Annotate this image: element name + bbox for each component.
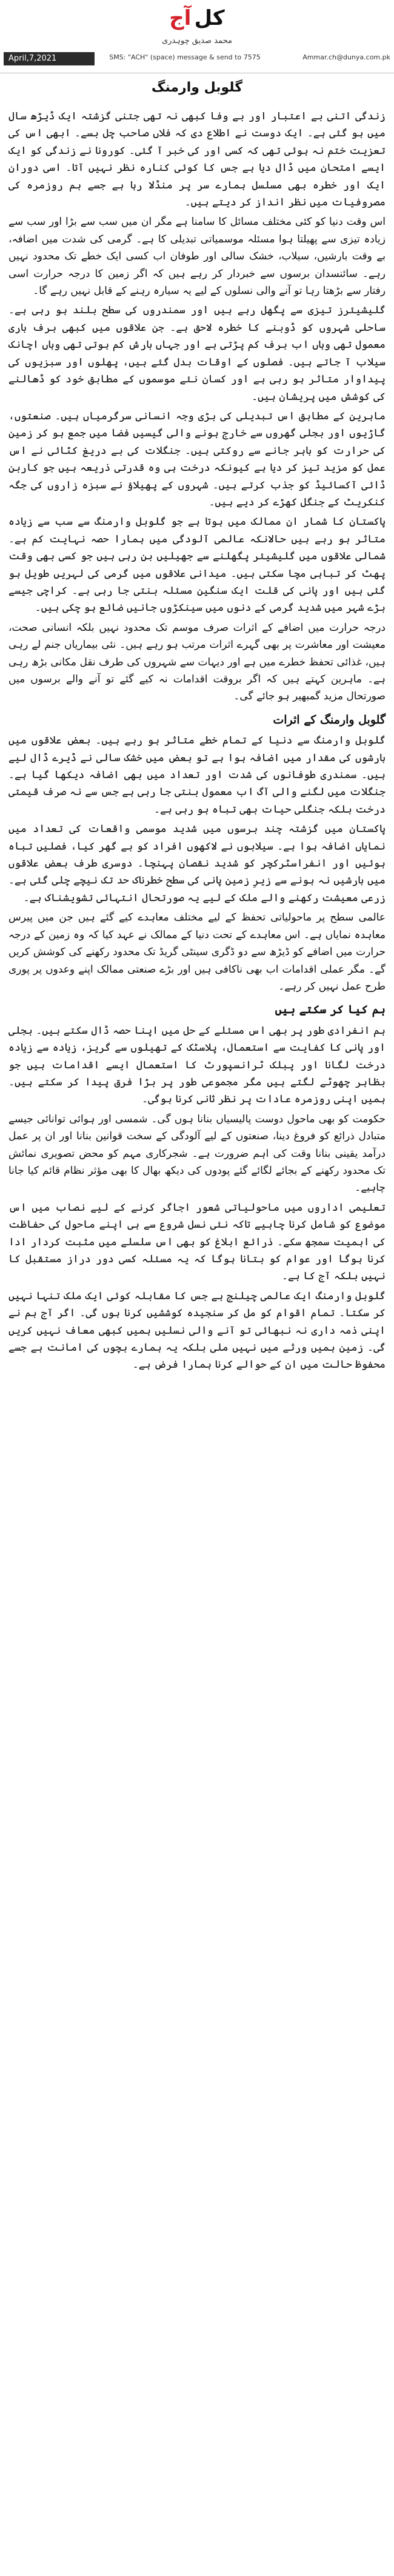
- column-header: [0, 0, 394, 73]
- article-title: گلوبل وارمنگ: [151, 80, 243, 95]
- paragraph: گلوبل وارمنگ سے دنیا کے تمام خطے متاثر ہو رہے ہیں۔ بعض علاقوں میں بارشوں کی مقدار میں اضافہ ہوا ہے تو بعض میں خشک سالی نے ڈیرے ڈال لیے ہیں۔ سمندری طوفانوں کی شدت اور تعداد میں بھی اضافہ دیکھا گیا ہے۔ جنگلات میں لگنے والی آگ اب معمول بنتی جا رہی ہے جس سے نہ صرف قیمتی درخت بلکہ جنگلی حیات بھی تباہ ہو رہی ہے۔: [8, 734, 386, 816]
- logo-text-accent: آج: [169, 6, 192, 30]
- author-email: Ammar.ch@dunya.com.pk: [302, 53, 390, 61]
- section-heading: ہم کیا کر سکتے ہیں: [275, 1003, 386, 1017]
- paragraph: گلیشیئرز تیزی سے پگھل رہے ہیں اور سمندروں کی سطح بلند ہو رہی ہے۔ ساحلی شہروں کو ڈوبنے کا خطرہ لاحق ہے۔ جن علاقوں میں کبھی برف باری معمول تھی وہاں اب برف کم پڑتی ہے اور جہاں بارش کم ہوتی تھی وہاں اچانک سیلاب آ جاتے ہیں۔ فصلوں کے اوقات بدل گئے ہیں، پھلوں اور سبزیوں کی پیداوار متاثر ہو رہی ہے اور کسان نئے موسموں کے مطابق خود کو ڈھالنے کی کوشش میں پریشان ہیں۔: [8, 304, 386, 403]
- paragraph: ماہرین کے مطابق اس تبدیلی کی بڑی وجہ انسانی سرگرمیاں ہیں۔ صنعتوں، گاڑیوں اور بجلی گھروں سے خارج ہونے والی گیسیں فضا میں جمع ہو کر زمین کی حرارت کو باہر جانے سے روکتی ہیں۔ جنگلات کی بے دریغ کٹائی نے اس عمل کو مزید تیز کر دیا ہے کیونکہ درخت ہی وہ قدرتی ذریعہ ہیں جو کاربن ڈائی آکسائیڈ کو جذب کرتے ہیں۔ شہروں کے پھیلاؤ نے سبزہ زاروں کی جگہ کنکریٹ کے جنگل کھڑے کر دیے ہیں۔: [8, 410, 386, 508]
- sms-instructions: SMS: "ACH" (space) message & send to 7575: [109, 53, 261, 61]
- section-heading: گلوبل وارمنگ کے اثرات: [273, 713, 386, 727]
- paragraph: پاکستان کا شمار ان ممالک میں ہوتا ہے جو گلوبل وارمنگ سے سب سے زیادہ متاثر ہو رہے ہیں حالانکہ عالمی آلودگی میں ہمارا حصہ نہایت کم ہے۔ شمالی علاقوں میں گلیشیئر پگھلنے سے جھیلیں بن رہی ہیں جو کسی بھی وقت پھٹ کر تباہی مچا سکتی ہیں۔ میدانی علاقوں میں گرمی کی لہریں طویل ہو گئی ہیں اور پانی کی قلت ایک سنگین مسئلہ بنتی جا رہی ہے۔ کراچی جیسے بڑے شہر میں شدید گرمی کے دنوں میں سینکڑوں جانیں ضائع ہو چکی ہیں۔: [8, 516, 386, 614]
- paragraph: زندگی اتنی بے اعتبار اور بے وفا کبھی نہ تھی جتنی گزشتہ ایک ڈیڑھ سال میں ہو گئی ہے۔ ایک دوست نے اطلاع دی کہ فلاں صاحب چل بسے۔ ابھی اس کی تعزیت ختم نہ ہوئی تھی کہ کسی اور کی خبر آ گئی۔ کورونا نے زندگی کو ایک ایسے امتحان میں ڈال دیا ہے جس کا کوئی کنارہ نظر نہیں آتا۔ اسی دوران ایک اور خطرہ بھی مسلسل ہمارے سر پر منڈلا رہا ہے جسے ہم روزمرہ کی مصروفیات میں نظر انداز کر دیتے ہیں۔: [8, 110, 386, 209]
- paragraph: اس وقت دنیا کو کئی مختلف مسائل کا سامنا ہے مگر ان میں سب سے بڑا اور سب سے زیادہ تیزی سے پھیلتا ہوا مسئلہ موسمیاتی تبدیلی کا ہے۔ گرمی کی شدت میں اضافہ، بے وقت بارشیں، سیلاب، خشک سالی اور طوفان اب کسی ایک خطے تک محدود نہیں رہے۔ سائنسدان برسوں سے خبردار کر رہے ہیں کہ اگر زمین کا درجہ حرارت اسی رفتار سے بڑھتا رہا تو آنے والی نسلوں کے لیے یہ سیارہ رہنے کے قابل نہیں رہے گا۔: [8, 216, 386, 298]
- paragraph: درجہ حرارت میں اضافے کے اثرات صرف موسم تک محدود نہیں بلکہ انسانی صحت، معیشت اور معاشرت پر بھی گہرے اثرات مرتب ہو رہے ہیں۔ نئی بیماریاں جنم لے رہی ہیں، غذائی تحفظ خطرے میں ہے اور دیہات سے شہروں کی طرف نقل مکانی بڑھ رہی ہے۔ ماہرین کہتے ہیں کہ اگر بروقت اقدامات نہ کیے گئے تو آنے والے برسوں میں صورتحال مزید گمبھیر ہو جائے گی۔: [8, 621, 386, 703]
- paragraph: حکومت کو بھی ماحول دوست پالیسیاں بنانا ہوں گی۔ شمسی اور ہوائی توانائی جیسے متبادل ذرائع کو فروغ دینا، صنعتوں کے لیے آلودگی کے سخت قوانین بنانا اور ان پر عمل درآمد یقینی بنانا وقت کی اہم ضرورت ہے۔ شجرکاری مہم کو محض تصویری نمائش تک محدود رکھنے کے بجائے لگائے گئے پودوں کی دیکھ بھال کا بھی مؤثر نظام قائم کیا جانا چاہیے۔: [8, 1113, 386, 1194]
- paragraph: ہم انفرادی طور پر بھی اس مسئلے کے حل میں اپنا حصہ ڈال سکتے ہیں۔ بجلی اور پانی کا کفایت سے استعمال، پلاسٹک کے تھیلوں سے گریز، زیادہ سے زیادہ درخت لگانا اور پبلک ٹرانسپورٹ کا استعمال ایسے اقدامات ہیں جو بظاہر چھوٹے لگتے ہیں مگر مجموعی طور پر بڑا فرق پیدا کر سکتے ہیں۔ ہمیں اپنی روزمرہ عادات پر نظر ثانی کرنا ہوگی۔: [8, 1024, 386, 1106]
- paragraph: پاکستان میں گزشتہ چند برسوں میں شدید موسمی واقعات کی تعداد میں نمایاں اضافہ ہوا ہے۔ سیلابوں نے لاکھوں افراد کو بے گھر کیا، فصلیں تباہ ہوئیں اور انفراسٹرکچر کو شدید نقصان پہنچا۔ دوسری طرف بعض علاقوں میں بارشیں نہ ہونے سے زیرِ زمین پانی کی سطح خطرناک حد تک نیچے چلی گئی ہے۔ زرعی معیشت رکھنے والے ملک کے لیے یہ صورتحال انتہائی تشویشناک ہے۔: [8, 823, 386, 904]
- publish-date: April,7,2021: [4, 52, 95, 65]
- column-logo: [164, 5, 230, 35]
- paragraph: عالمی سطح پر ماحولیاتی تحفظ کے لیے مختلف معاہدے کیے گئے ہیں جن میں پیرس معاہدہ نمایاں ہے۔ اس معاہدے کے تحت دنیا کے ممالک نے عہد کیا کہ وہ زمین کے درجہ حرارت میں اضافے کو ڈیڑھ سے دو ڈگری سینٹی گریڈ تک محدود رکھنے کی کوشش کریں گے۔ مگر عملی اقدامات اب بھی ناکافی ہیں اور بڑے صنعتی ممالک اپنے وعدوں پر پوری طرح عمل نہیں کر رہے۔: [8, 911, 386, 993]
- article-body: [8, 108, 386, 1376]
- author-name: محمد صدیق چوہدری: [162, 36, 232, 45]
- paragraph: گلوبل وارمنگ ایک عالمی چیلنج ہے جس کا مقابلہ کوئی ایک ملک تنہا نہیں کر سکتا۔ تمام اقوام کو مل کر سنجیدہ کوششیں کرنا ہوں گی۔ اگر آج ہم نے اپنی ذمہ داری نہ نبھائی تو آنے والی نسلیں ہمیں کبھی معاف نہیں کریں گی۔ زمین ہمیں ورثے میں نہیں ملی بلکہ یہ ہمارے بچوں کی امانت ہے جسے محفوظ حالت میں ان کے حوالے کرنا ہمارا فرض ہے۔: [8, 1290, 386, 1371]
- logo-text-main: کل: [194, 6, 225, 30]
- paragraph: تعلیمی اداروں میں ماحولیاتی شعور اجاگر کرنے کے لیے نصاب میں اس موضوع کو شامل کرنا چاہیے تاکہ نئی نسل شروع سے ہی اپنے ماحول کی حفاظت کی اہمیت سمجھ سکے۔ ذرائع ابلاغ کو بھی اس سلسلے میں مثبت کردار ادا کرنا ہوگا اور عوام کو بتانا ہوگا کہ یہ مسئلہ کسی دور دراز مستقبل کا نہیں بلکہ آج کا ہے۔: [8, 1201, 386, 1283]
